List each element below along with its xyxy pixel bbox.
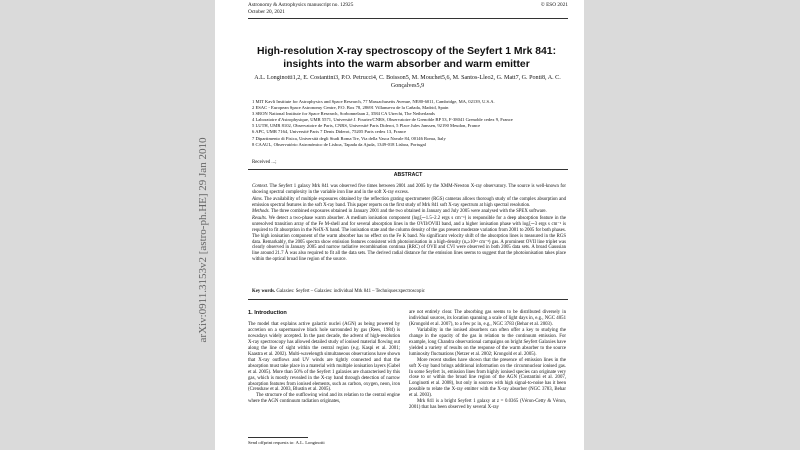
footnote-name: A.L. Longinotti <box>295 440 325 445</box>
affiliation: 8 CAAUL, Observatório Astronómico de Lisboa, Tapada da Ajuda, 1349-018 Lisboa, Portugal <box>252 141 426 147</box>
keywords-text: Galaxies: Seyfert – Galaxies: individual Mrk 841 – Techniques:spectroscopic <box>276 289 425 294</box>
abstract-bottom-rule <box>248 299 568 300</box>
copyright: © ESO 2021 <box>540 2 568 8</box>
paragraph: The structure of the outflowing wind and its relation to the central engine where the AGN continuum radiation originates, <box>248 393 400 405</box>
affiliation: 6 APC, UMR 7164, Université Paris 7 Denis Diderot, 75205 Paris cedex 13, France <box>252 129 407 135</box>
affiliation: 1 MIT Kavli Institute for Astrophysics and Space Research, 77 Massachusetts Avenue, NE80-6011, Cambridge, MA, 02139, U.S.A. <box>252 99 495 104</box>
affiliation: 3 SRON National Institute for Space Research, Sorbonnelaan 2, 3584 CA Utrecht, The Netherlands <box>252 111 435 117</box>
footnote-label: Send offprint requests to: <box>248 440 295 445</box>
paragraph: The model that explains active galactic nuclei (AGN) as being powered by accretion on a supermassive black hole surrounded by gas (Rees, 1984) is nowadays widely accepted. In the past decade, the advent of high-resolution X-ray spectroscopy has allowed detailed study of ionised material flowing out along the line of sight within the central region (e.g. Kaspi et al. 2001; Kaastra et al. 2002). Multi-wavelength simultaneous observations have shown that X-ray outflows and UV winds are tightly connected and that the absorption must take place in a material with multiple ionisation layers (Gabel et al. 2005). More than 50% of the Seyfert 1 galaxies are characterised by this gas, which is mostly revealed in the X-ray band through detection of narrow absorption features from ionised elements, such as carbon, oxygen, neon, iron (Crenshaw et al. 2003, Blustin et al. 2005). <box>248 322 400 393</box>
text-column-left <box>248 322 400 405</box>
received-date: Received ...; <box>252 160 277 165</box>
context-label: Context. <box>252 184 269 189</box>
manuscript-date: October 20, 2021 <box>248 8 285 15</box>
paragraph: are not entirely clear. The absorbing gas seems to be distributed diversely in individual sources, its location spanning a scale of light days in, e.g., NGC 4051 (Krongold et al. 2007), to a few pc in, e.g., NGC 3783 (Behar et al. 2003). <box>409 310 566 327</box>
right-margin <box>584 0 800 450</box>
abstract-top-rule <box>248 169 568 170</box>
title-line-1: High-resolution X-ray spectroscopy of the Seyfert 1 Mrk 841: <box>256 46 557 57</box>
abstract-context <box>252 184 566 196</box>
footnote <box>248 440 325 445</box>
affiliation: 7 Dipartimento di Fisica, Università degli Studi Roma Tre, Via della Vasca Navale 84, 00146 Roma, Italy <box>252 135 446 141</box>
keywords-label: Key words. <box>252 289 276 294</box>
paragraph: More recent studies have shown that the presence of emission lines in the soft X-ray band brings additional information on the circumnuclear ionised gas. In some Seyfert 1s, emission lines from highly ionised species can originate very close to or within the broad line region of the AGN (Costantini et al. 2007, Longinotti et al. 2008), but only in sources with high signal-to-noise has it been possible to relate the X-ray emitter with the X-ray absorber (NGC 3783, Behar et al. 2003). <box>409 357 566 399</box>
aims-text: The availability of multiple exposures obtained by the reflection grating spectrometer (RGS) cameras allows thorough study of the complex absorption and emission spectral features in the soft X-ray band. This paper reports on the first study of Mrk 841 soft X-ray spectrum at high spectral resolution. <box>252 196 566 208</box>
arxiv-id: arXiv:0911.3153v2 [astro-ph.HE] 29 Jan 2010 <box>197 137 209 343</box>
paper-page <box>215 0 584 450</box>
keywords <box>252 289 566 294</box>
affiliation: 5 LUTH, UMR 8102, Observatoire de Paris, CNRS, Université Paris Diderot, 5 Place Jules Janssen, 92190 Meudon, France <box>252 123 481 129</box>
aims-label: Aims. <box>252 196 263 202</box>
section-heading: 1. Introduction <box>248 310 287 316</box>
author-list: A.L. Longinotti1,2, E. Costantini3, P.O. Petrucci4, C. Boisson5, M. Mouchet5,6, M. Santos-Lleo2, G. Matt7, G. Ponti8, A. C. Gonçalves5,9 <box>254 75 561 89</box>
left-margin <box>0 0 215 450</box>
results-text: We detect a two-phase warm absorber. A medium ionisation component (logξ∼1.5–2.2 ergs s cm⁻¹) is responsible for a deep absorption feature in the unresolved transition array of the Fe M-shell and for several absorption lines in the OVII/OVIII band, and a higher ionisation phase with logξ∼3 ergs s cm⁻¹ is required to fit absorption in the NeIX-X band. The ionisation state and the column density of the gas present moderate variation from 2001 to 2005 for both phases. The high ionisation component of the warm absorber has no effect on the Fe K band. No significant velocity shift of the absorption lines is measured in the RGS data. Remarkably, the 2005 spectra show emission features consistent with photoionisation in a high-density (nₑ≥10¹¹ cm⁻³) gas. A prominent OVII line triplet was clearly observed in January 2005 and narrow radiative recombination continua (RRC) of OVII and CVI were observed in both 2005 data sets. A broad Gaussian line around 21.7 Å was also required to fit all the data sets. The derived radial distance for the emission lines seems to suggest that the photoionisation takes place within the optical broad line region of the source. <box>252 215 566 263</box>
paper-title <box>240 45 573 71</box>
abstract-methods <box>252 209 566 215</box>
affiliation: 2 ESAC - European Space Astronomy Centre, P.O. Box 78, 28691 Villanueva de la Cañada, Madrid, Spain <box>252 105 449 111</box>
header-rule <box>248 18 568 19</box>
context-text: The Seyfert 1 galaxy Mrk 841 was observed five times between 2001 and 2005 by the XMM-Newton X-ray observatory. The source is well-known for showing spectral complexity in the variable iron line and in the soft X-ray excess. <box>252 184 566 195</box>
methods-text: The three combined exposures obtained in January 2001 and the two obtained in January and July 2005 were analysed with the SPEX software. <box>270 209 547 215</box>
abstract-body <box>252 184 566 264</box>
footnote-rule <box>248 437 308 438</box>
title-line-2: insights into the warm absorber and warm emitter <box>283 59 530 70</box>
text-column-right <box>409 310 566 411</box>
affiliation-list <box>252 99 572 148</box>
affiliation: 4 Laboratoire d'Astrophysique, UMR 5571, Université J. Fourier/CNRS, Observatoire de Grenoble BP 53, F-38041 Grenoble cedex 9, France <box>252 117 513 123</box>
methods-label: Methods. <box>252 209 270 215</box>
arxiv-stamp <box>192 125 214 355</box>
running-header <box>248 2 568 15</box>
abstract-heading: ABSTRACT <box>393 172 423 178</box>
abstract-results <box>252 216 566 263</box>
paragraph: Mrk 841 is a bright Seyfert 1 galaxy at z = 0.0365 (Véron-Cetty & Véron, 2001) that has been observed by several X-ray <box>409 399 566 411</box>
paragraph: Variability in the ionised absorbers can often offer a key to studying the change in the opacity of the gas in relation to the continuum emission. For example, long Chandra observational campaigns on bright Seyfert Galaxies have yielded a variety of results on the response of the warm absorber to the source luminosity fluctuations (Netzer et al. 2002; Krongold et al. 2005). <box>409 327 566 357</box>
results-label: Results. <box>252 215 268 221</box>
abstract-aims <box>252 197 566 209</box>
journal-name: Astronomy & Astrophysics manuscript no. 12925 <box>248 2 354 8</box>
